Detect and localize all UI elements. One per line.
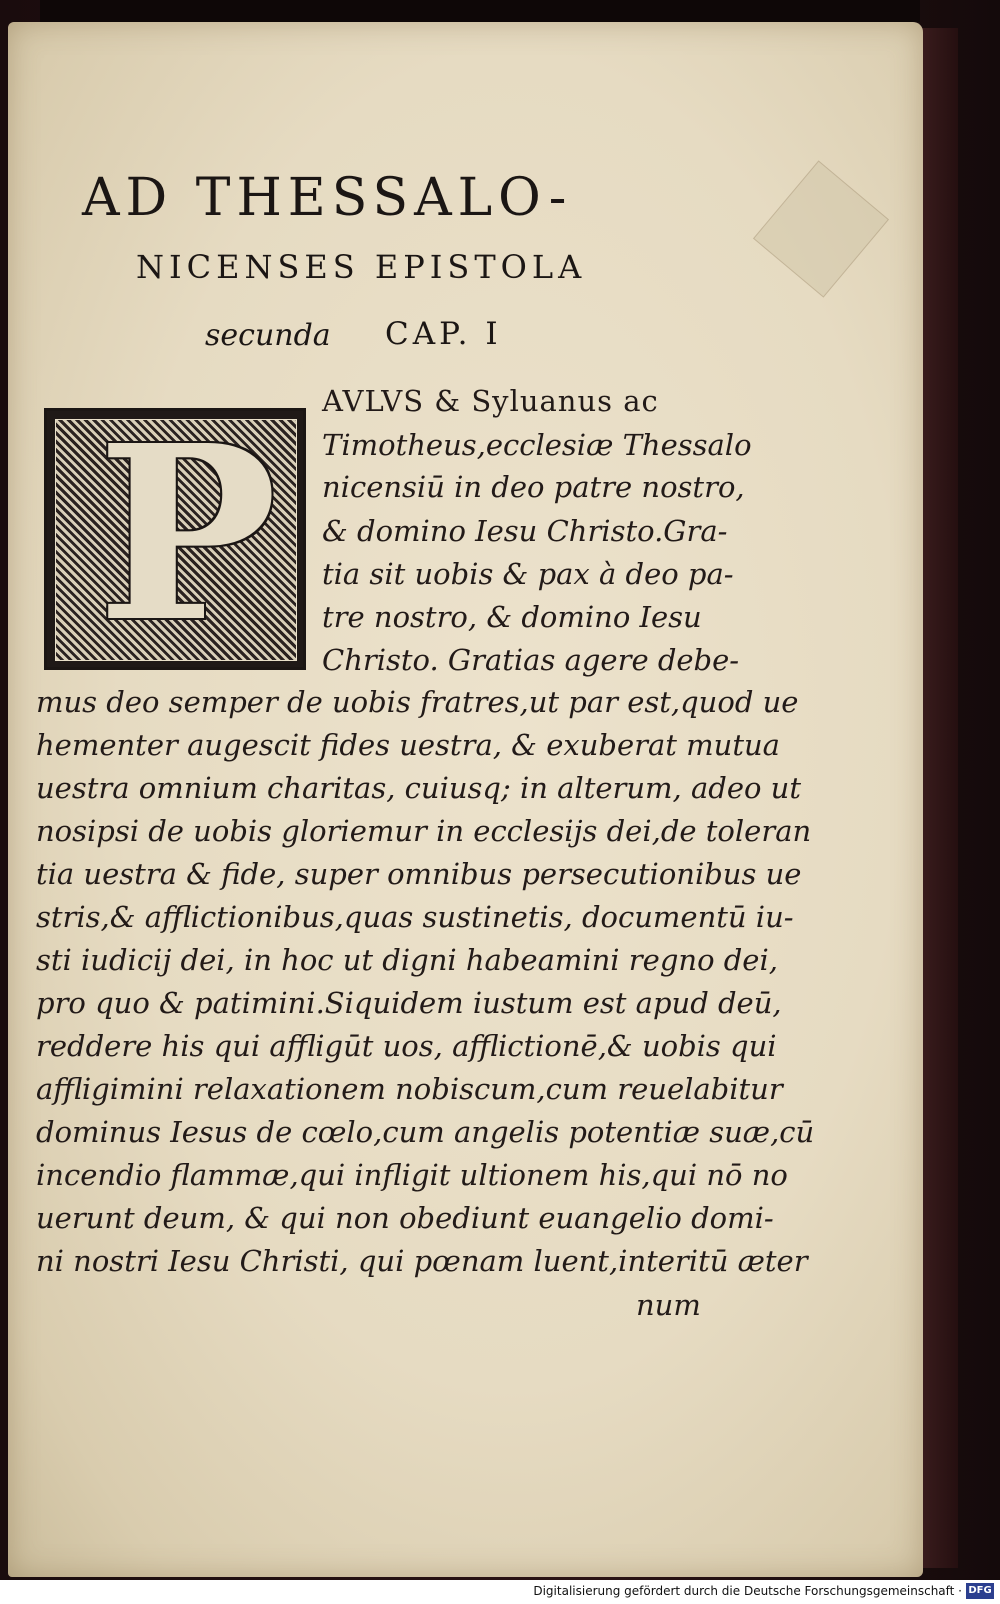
opening-line: tre nostro, & domino Iesu bbox=[322, 600, 702, 634]
body-line: dominus Iesus de cœlo,cum angelis potentiæ suæ,cū bbox=[36, 1115, 815, 1149]
footer-credit: Digitalisierung gefördert durch die Deutsche Forschungsgemeinschaft · bbox=[533, 1584, 962, 1598]
opening-line: nicensiū in deo patre nostro, bbox=[322, 470, 745, 504]
heading-secunda: secunda bbox=[205, 318, 331, 353]
initial-letter: P bbox=[97, 393, 278, 675]
book-spine-edge bbox=[918, 28, 958, 1568]
catchword: num bbox=[636, 1288, 701, 1322]
body-line: incendio flammæ,qui infligit ultionem his,qui nō no bbox=[36, 1158, 788, 1192]
body-line: stris,& afflictionibus,quas sustinetis, documentū iu- bbox=[36, 900, 794, 934]
body-line: uerunt deum, & qui non obediunt euangelio domi- bbox=[36, 1201, 774, 1235]
body-line: reddere his qui affligūt uos, afflictionē,& uobis qui bbox=[36, 1029, 777, 1063]
scan-top-edge bbox=[40, 0, 920, 22]
body-line: affligimini relaxationem nobiscum,cum reuelabitur bbox=[36, 1072, 783, 1106]
decorated-initial bbox=[44, 393, 306, 675]
dfg-logo-icon[interactable]: DFG bbox=[966, 1583, 994, 1599]
body-line: mus deo semper de uobis fratres,ut par est,quod ue bbox=[36, 685, 799, 719]
opening-line: & domino Iesu Christo.Gra- bbox=[322, 514, 728, 548]
body-line: sti iudicij dei, in hoc ut digni habeamini regno dei, bbox=[36, 943, 778, 977]
body-line: hementer augescit fides uestra, & exuberat mutua bbox=[36, 728, 780, 762]
opening-line: Timotheus,ecclesiæ Thessalo bbox=[322, 428, 752, 462]
chapter-heading: CAP. I bbox=[385, 316, 502, 352]
body-line: pro quo & patimini.Siquidem iustum est apud deū, bbox=[36, 986, 782, 1020]
body-line: tia uestra & fide, super omnibus persecutionibus ue bbox=[36, 857, 802, 891]
digitization-footer bbox=[0, 1580, 1000, 1604]
body-line: ni nostri Iesu Christi, qui pœnam luent,interitū æter bbox=[36, 1244, 808, 1278]
opening-line: AVLVS & Syluanus ac bbox=[322, 384, 659, 418]
body-line: nosipsi de uobis gloriemur in ecclesijs dei,de toleran bbox=[36, 814, 812, 848]
heading-line-2: NICENSES EPISTOLA bbox=[136, 248, 587, 286]
opening-line: Christo. Gratias agere debe- bbox=[322, 643, 740, 677]
opening-line: tia sit uobis & pax à deo pa- bbox=[322, 557, 734, 591]
heading-line-1: AD THESSALO- bbox=[82, 168, 573, 228]
body-line: uestra omnium charitas, cuiusq; in alterum, adeo ut bbox=[36, 771, 802, 805]
